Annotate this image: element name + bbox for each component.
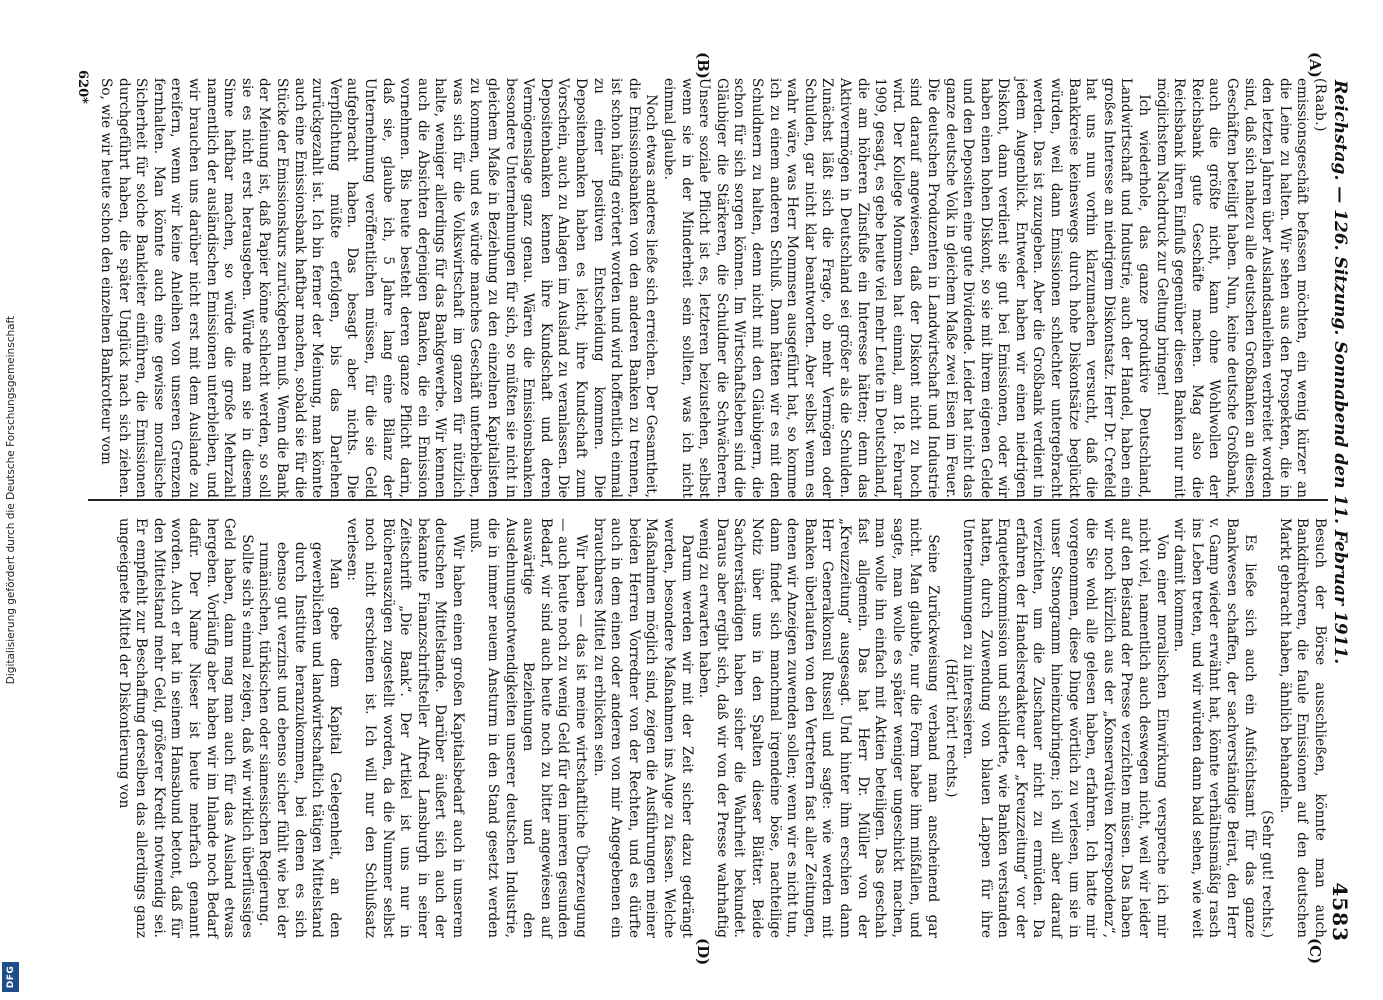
margin-marker-a: (A) <box>1306 52 1324 78</box>
interjection: (Sehr gut! rechts.) <box>1259 810 1276 938</box>
page-number: 4583 <box>1328 882 1352 942</box>
right-paragraph: Seine Zurückweisung verband man anscheinend gar nicht. Man glaubte, nur die Form habe ihm mißfallen, und sagte, man wolle es später weniger ungeschickt machen, man wolle ihn einfach mit Aktien beteiligen. Das geschah fast allgemein. Das hat Herr Dr. Müller von der „Kreuzzeitung“ ausgesagt. Und hinter ihm erschien dann Herr Generalkonsul Russell und sagte: wie werden mit Banken überlaufen von den Vertretern fast aller Zeitungen, denen wir Anzeigen zuwenden sollen; wenn wir es nicht tun, dann findet sich manchmal irgendeine böse, nachteilige Notiz über uns in den Spalten dieser Blätter. Beide Sachverständigen haben sicher die Wahrheit bekundet. Daraus aber ergibt sich, daß wir von der Presse wahrhaftig wenig zu erwarten haben. <box>696 518 941 938</box>
dfg-logo <box>2 962 19 992</box>
rotated-page-content <box>62 50 1352 966</box>
interjection: (Hört! hört! rechts.) <box>942 658 959 798</box>
watermark-strip <box>0 0 22 1000</box>
right-paragraph: Wir haben — das ist meine wirtschaftliche Überzeugung — auch heute noch zu wenig Geld für den inneren gesunden Bedarf, wir sind auch heute noch zu bitter angewiesen auf auswärtige Beziehungen und den Ausdehnungsnotwendigkeiten unserer deutschen Industrie, die in immer neuem Ansturm in den Stand gesetzt werden muß. <box>467 518 590 938</box>
dfg-logo-label: DFG <box>5 965 16 989</box>
right-paragraph: Wir haben einen großen Kapitalsbedarf auch in unserem deutschen Mittelstande. Darüber äußert sich auch der bekannte Finanzschriftsteller Alfred Lansburgh in seiner Zeitschrift „Die Bank“. Der Artikel ist uns nur in Bücherauszügen zugestellt worden, da die Nummer selbst noch nicht erschienen ist. Ich will nur den Schlußsatz verlesen: <box>344 518 466 938</box>
block-quote: Man gebe dem Kapital Gelegenheit, an den gewerblichen und landwirtschaftlich tätigen Mittelstand durch Institute heranzukommen, bei denen es sich ebenso gut verzinst und ebenso sicher fühlt wie bei der rumänischen, türkischen oder siamesischen Regierung. <box>256 542 343 938</box>
right-paragraph: Besuch der Börse ausschließen, könnte man auch Bankdirektoren, die faule Emissionen auf den deutschen Markt gebracht haben, ähnlich behandeln. <box>1276 518 1328 938</box>
margin-marker-d: (D) <box>694 938 712 966</box>
watermark-text: Digitalisierung gefördert durch die Deutsche Forschungsgemeinschaft <box>5 315 17 685</box>
margin-marker-c: (C) <box>1306 938 1324 965</box>
right-column <box>114 518 1328 938</box>
right-paragraph: Sollte sich's einmal zeigen, daß wir wirklich überflüssiges Geld haben, dann mag man auch für das Ausland etwas hergeben. Vorläufig aber haben wir im Inlande noch Bedarf dafür. Der Name Nieser ist heute mehrfach genannt worden. Auch er hat in seinem Hansabund betont, daß für den Mittelstand mehr Geld, größerer Kredit notwendig sei. Er empfiehlt zur Beschaffung derselben das allerdings ganz ungeeignete Mittel der Diskontierung von <box>115 518 255 938</box>
left-paragraph: Noch etwas anderes ließe sich erreichen. Der Gesamtheit, die Emissionsbanken von den anderen Banken zu trennen, ist schon häufig erörtert worden und wird hoffentlich einmal zu einer positiven Entscheidung kommen. Die Depositenbanken haben es leicht, ihre Kundschaft zum Vorschein, auch zu Anlagen im Ausland zu veranlassen. Die Depositenbanken kennen ihre Kundschaft und deren Vermögenslage ganz genau. Wären die Emissionsbanken besondere Unternehmungen für sich, so müßten sie nicht in gleichem Maße in Beziehung zu den einzelnen Kapitalisten zu kommen, und es würde manches Geschäft unterbleiben, was sich für die Volkswirtschaft im ganzen für nützlich halte, weniger allerdings für das Bankgewerbe. Wir kennen auch die Absichten derjenigen Banken, die ein Emission vornehmen. Bis heute besteht deren ganze Pflicht darin, daß sie, glaube ich, 5 Jahre lang eine Bilanz der Unternehmung veröffentlichen müssen, für die sie Geld aufgebracht haben. Das besagt aber nichts. Die Verpflichtung müßte erfolgen, bis das Darlehen zurückgezahlt ist. Ich bin ferner der Meinung, man könnte auch eine Emissionsbank haftbar machen, sobald sie für die Stücke der Emissionskurs zurückgeben muß. Wenn die Bank der Meinung ist, daß Papier könne schlecht werden, so soll sie es nicht erst herausgeben. Würde man sie in diesem Sinne haftbar machen, so würde die große Mehrzahl namentlich der ausländischen Emissionen unterbleiben, und wir brauchen uns darüber nicht erst mit dem Auslande zu ereifern, wenn wir keine Anleihen von unseren Grenzen fernhalten. Man könnte auch eine gewisse moralische Sicherheit für solche Bankleiter einführen, die Emissionen durchgeführt haben, die später Unglück nach sich ziehen. So, wie wir heute schon den einzelnen Bankrotteur vom <box>98 78 660 498</box>
right-paragraph: Darum werden wir mit der Zeit sicher dazu gedrängt werden, besondere Maßnahmen ins Auge zu fassen. Welche Maßnahmen möglich sind, zeigen die Ausführungen meiner beiden Herren Vorredner von der Rechten, und es dürfte auch in dem einen oder anderen von mir Angegebenen ein brauchbares Mittel zu erblicken sein. <box>590 518 695 938</box>
column-divider <box>88 499 1328 501</box>
scanned-page <box>62 50 1352 966</box>
speaker-name: (Raab.) <box>1312 78 1328 132</box>
right-paragraph: Es ließe sich auch ein Aufsichtsamt für das ganze Bankwesen schaffen, der sachverständige Beirat, den Herr v. Gamp wieder erwähnt hat, könnte verhältnismäßig rasch ins Leben treten, und wir würden dann bald sehen, wie weit wir damit kommen. <box>1171 518 1258 938</box>
left-column <box>96 78 1328 498</box>
left-paragraph: Ich wiederhole, das ganze produktive Deutschland, Landwirtschaft und Industrie, auch der Handel, haben ein großes Interesse an niedrigem Diskontsatz. Herr Dr. Crefeld hat uns nun vorhin klarzumachen versucht, daß die Bankkreise keineswegs durch hohe Diskontsätze beglückt würden, weil dann Emissionen schlechter untergebracht werden. Das ist zuzugeben. Aber die Großbank verdient in jedem Augenblick. Entweder haben wir einen niedrigen Diskont, dann verdient sie gut bei Emissionen, oder wir haben einen hohen Diskont, so sie mit ihrem eigenen Gelde und den Depositen eine gute Dividende. Leider hat nicht das ganze deutsche Volk in gleichem Maße zwei Eisen im Feuer. Die deutschen Produzenten in Landwirtschaft und Industrie sind darauf angewiesen, daß der Diskont nicht zu hoch wird. Der Kollege Mommsen hat einmal, am 18. Februar 1909, gesagt, es gebe heute viel mehr Leute in Deutschland, die am höheren Zinsfuße ein Interesse hätten; denn das Aktivvermögen in Deutschland sei größer als die Schulden. Zunächst läßt sich die Frage, ob mehr Vermögen oder Schulden, gar nicht klar beantworten. Aber selbst wenn es wahr wäre, was Herr Mommsen ausgeführt hat, so komme ich zu einem anderen Schluß. Dann hätten wir es mit den Schuldnern zu halten, denn nicht mit den Gläubigern, die schon für sich sorgen können. Im Wirtschaftsleben sind die Gläubiger die Stärkeren, die Schuldner die Schwächeren. Unsere soziale Pflicht ist es, letzteren beizustehen, selbst wenn sie in der Minderheit sein sollten, was ich nicht einmal glaube. <box>661 78 1153 498</box>
left-paragraph: emissionsgeschäft befassen möchten, ein wenig kürzer an die Leine zu halten. Wir sehen aus den Prospekten, die in den letzten Jahren über Auslandsanleihen verbreitet worden sind, daß sich nahezu alle deutschen Großbanken an diesen Geschäften beteiligt haben. Nun, keine deutsche Großbank, auch die größte nicht, kann ohne Wohlwollen der Reichsbank gute Geschäfte machen. Mag also die Reichsbank ihren Einfluß gegenüber diesen Banken nur mit möglichstem Nachdruck zur Geltung bringen! <box>1153 78 1311 498</box>
right-paragraph: Von einer moralischen Einwirkung verspreche ich mir nicht viel, namentlich auch deswegen nicht, weil wir leider auf den Beistand der Presse verzichten müssen. Das haben wir noch kürzlich aus der „Konservativen Korrespondenz“, die Sie wohl alle gelesen haben, erfahren. Ich hatte mir vorgenommen, diese Dinge wörtlich zu verlesen, um sie in unser Stenogramm hineinzubringen; ich will aber darauf verzichten, um die Zuschauer nicht zu ermüden. Da erfahren der Handelsredakteur der „Kreuzzeitung“ vor der Enquetekommission und schilderte, wie Banken verstanden hatten, durch Zuwendung von blauen Lappen für ihre Unternehmungen zu interessieren. <box>960 518 1170 938</box>
page-title: Reichstag. — 126. Sitzung. Sonnabend den 11. Februar 1911. <box>1330 80 1350 665</box>
margin-marker-b: (B) <box>694 52 712 79</box>
signature-mark: 620* <box>75 70 90 104</box>
